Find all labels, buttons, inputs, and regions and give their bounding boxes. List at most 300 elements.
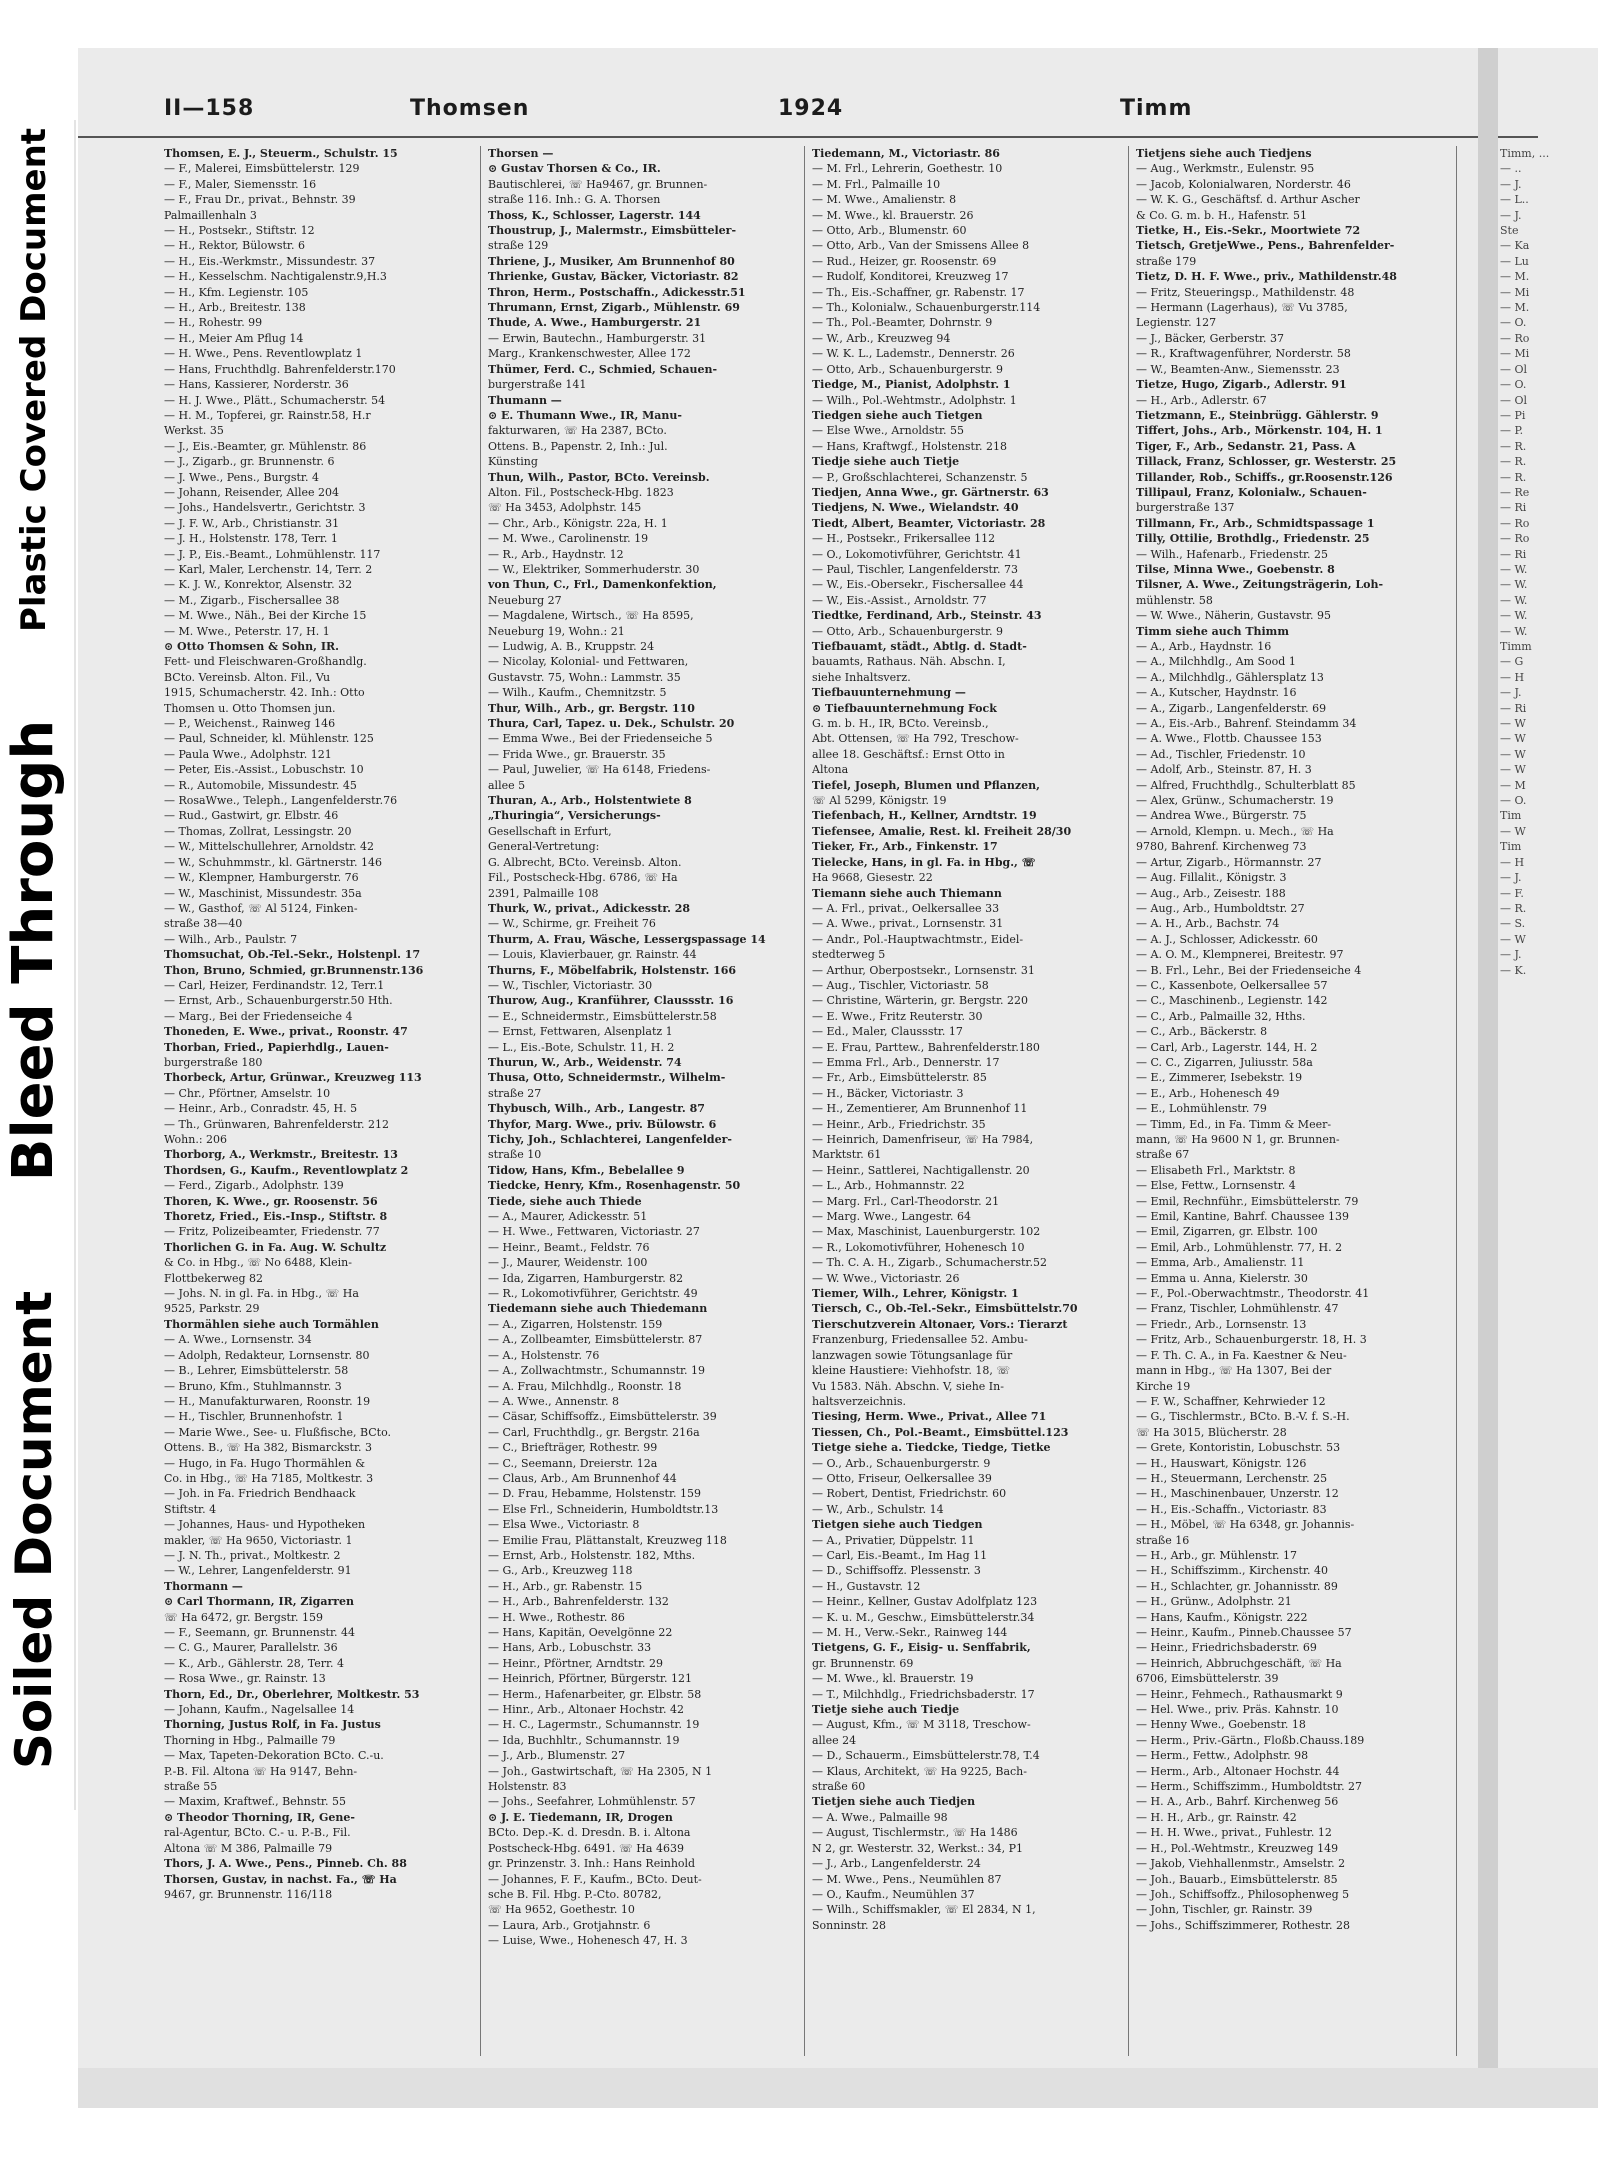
directory-entry: Tiedcke, Henry, Kfm., Rosenhagenstr. 50 <box>488 1179 741 1193</box>
directory-entry: — Rud., Gastwirt, gr. Elbstr. 46 <box>164 809 339 823</box>
directory-entry: Fett- und Fleischwaren-Großhandlg. <box>164 655 367 669</box>
directory-entry: — Ludwig, A. B., Kruppstr. 24 <box>488 640 655 653</box>
directory-entry: — Aug., Arb., Humboldtstr. 27 <box>1136 901 1305 915</box>
directory-entry: Tiger, F., Arb., Sedanstr. 21, Pass. A <box>1136 439 1356 453</box>
fragment-entry: — J. <box>1500 686 1522 700</box>
directory-entry: — H. J. Wwe., Plätt., Schumacherstr. 54 <box>164 393 386 407</box>
directory-entry: bauamts, Rathaus. Näh. Abschn. I, <box>812 655 1006 669</box>
directory-entry: — Klaus, Architekt, ☏ Ha 9225, Bach- <box>812 1764 1027 1778</box>
directory-entry: straße 55 <box>164 1780 218 1794</box>
directory-entry: Thorning in Hbg., Palmaille 79 <box>164 1733 336 1747</box>
directory-entry: — A., Eis.-Arb., Bahrenf. Steindamm 34 <box>1136 717 1357 731</box>
side-label-text-2: Bleed Through <box>1 719 67 1181</box>
directory-entry: — A., Zollwachtmstr., Schumannstr. 19 <box>488 1364 706 1378</box>
directory-entry: — Adolph, Redakteur, Lornsenstr. 80 <box>164 1348 370 1362</box>
fragment-entry: — Mi <box>1500 347 1530 361</box>
fragment-entry: Ste <box>1500 224 1519 238</box>
directory-entry: fakturwaren, ☏ Ha 2387, BCto. <box>488 424 667 438</box>
directory-entry: — August, Kfm., ☏ M 3118, Treschow- <box>812 1718 1031 1732</box>
directory-entry: Künsting <box>488 455 538 469</box>
directory-entry: Thuran, A., Arb., Holstentwiete 8 <box>488 794 692 808</box>
directory-entry: — A., Zollbeamter, Eimsbüttelerstr. 87 <box>488 1333 703 1347</box>
directory-entry: ⊙ Tiefbauunternehmung Fock <box>812 701 997 715</box>
directory-entry: Thomsen, E. J., Steuerm., Schulstr. 15 <box>164 147 398 160</box>
directory-entry: — H., Gustavstr. 12 <box>812 1579 921 1593</box>
directory-entry: — H., Meier Am Pflug 14 <box>164 331 304 345</box>
directory-entry: — Heinrich, Pförtner, Bürgerstr. 121 <box>488 1672 692 1686</box>
directory-entry: — A. H., Arb., Bachstr. 74 <box>1136 917 1280 931</box>
directory-entry: — H., Schlachter, gr. Johannisstr. 89 <box>1136 1579 1338 1593</box>
directory-entry: — Otto, Arb., Van der Smissens Allee 8 <box>812 239 1030 253</box>
directory-entry: — Ida, Zigarren, Hamburgerstr. 82 <box>488 1271 684 1285</box>
directory-entry: Thorban, Fried., Papierhdlg., Lauen- <box>164 1040 389 1054</box>
fragment-entry: — W. <box>1500 609 1528 623</box>
directory-entry: — W., Arb., Kreuzweg 94 <box>812 331 951 345</box>
directory-entry: — M. Wwe., Pens., Neumühlen 87 <box>812 1872 1002 1886</box>
directory-entry: — Joh., Bauarb., Eimsbüttelerstr. 85 <box>1136 1872 1338 1886</box>
directory-entry: Tiersch, C., Ob.-Tel.-Sekr., Eimsbüttelstr.70 <box>812 1302 1078 1316</box>
directory-entry: — Claus, Arb., Am Brunnenhof 44 <box>488 1471 677 1485</box>
directory-entry: — Ernst, Arb., Holstenstr. 182, Mths. <box>488 1548 696 1562</box>
directory-entry: — E. Frau, Parttew., Bahrenfelderstr.180 <box>812 1040 1040 1054</box>
directory-entry: — C., Arb., Palmaille 32, Hths. <box>1136 1009 1306 1023</box>
directory-entry: — Henny Wwe., Goebenstr. 18 <box>1136 1718 1306 1732</box>
directory-entry: Tietgens, G. F., Eisig- u. Senffabrik, <box>812 1641 1031 1655</box>
directory-entry: — Aug., Arb., Zeisestr. 188 <box>1136 886 1286 900</box>
fragment-entry: — L.. <box>1500 193 1529 207</box>
directory-entry: — J., Arb., Langenfelderstr. 24 <box>812 1857 981 1871</box>
directory-entry: — Paul, Schneider, kl. Mühlenstr. 125 <box>164 732 374 746</box>
directory-entry: — Franz, Tischler, Lohmühlenstr. 47 <box>1136 1302 1339 1316</box>
directory-entry: makler, ☏ Ha 9650, Victoriastr. 1 <box>164 1533 353 1547</box>
directory-entry: — Peter, Eis.-Assist., Lobuschstr. 10 <box>164 763 364 777</box>
directory-entry: Thormann — <box>164 1579 243 1593</box>
directory-entry: ⊙ J. E. Tiedemann, IR, Drogen <box>488 1810 673 1824</box>
directory-entry: — Otto, Arb., Blumenstr. 60 <box>812 224 967 238</box>
directory-entry: — Johannes, Haus- und Hypotheken <box>164 1518 366 1532</box>
directory-entry: Tilse, Minna Wwe., Goebenstr. 8 <box>1136 562 1335 576</box>
directory-entry: Thors, J. A. Wwe., Pens., Pinneb. Ch. 88 <box>164 1857 407 1871</box>
directory-entry: — H., Arb., gr. Rabenstr. 15 <box>488 1579 643 1593</box>
directory-entry: — H., Eis.-Werkmstr., Missundestr. 37 <box>164 254 376 268</box>
directory-entry: — W., Elektriker, Sommerhuderstr. 30 <box>488 562 700 576</box>
directory-entry: — H., Kfm. Legienstr. 105 <box>164 285 309 299</box>
directory-entry: — H. Wwe., Pens. Reventlowplatz 1 <box>164 347 363 361</box>
directory-entry: — R., Lokomotivführer, Gerichtstr. 49 <box>488 1287 698 1301</box>
directory-entry: — K. J. W., Konrektor, Alsenstr. 32 <box>164 578 353 592</box>
directory-entry: Thurun, W., Arb., Weidenstr. 74 <box>488 1055 682 1069</box>
directory-entry: — H. C., Lagermstr., Schumannstr. 19 <box>488 1718 700 1732</box>
directory-entry: Marktstr. 61 <box>812 1148 882 1162</box>
directory-entry: — Heinr., Kaufm., Pinneb.Chaussee 57 <box>1136 1626 1352 1639</box>
directory-entry: straße 179 <box>1136 254 1197 268</box>
directory-entry: — M. H., Verw.-Sekr., Rainweg 144 <box>812 1626 1008 1639</box>
directory-entry: 1915, Schumacherstr. 42. Inh.: Otto <box>164 686 365 700</box>
directory-entry: siehe Inhaltsverz. <box>812 670 911 684</box>
directory-entry: — Herm., Schiffszimm., Humboldtstr. 27 <box>1136 1780 1363 1794</box>
page-number: II—158 <box>164 96 255 121</box>
directory-entry: — F., Frau Dr., privat., Behnstr. 39 <box>164 193 356 207</box>
directory-entry: Legienstr. 127 <box>1136 316 1217 330</box>
directory-entry: — Herm., Priv.-Gärtn., Floßb.Chauss.189 <box>1136 1733 1365 1747</box>
directory-entry: Thoneden, E. Wwe., privat., Roonstr. 47 <box>164 1025 408 1039</box>
directory-entry: burgerstraße 180 <box>164 1055 263 1069</box>
directory-entry: Thorn, Ed., Dr., Oberlehrer, Moltkestr. 53 <box>164 1687 420 1701</box>
directory-entry: BCto. Vereinsb. Alton. Fil., Vu <box>164 670 331 684</box>
directory-entry: ☏ Ha 3453, Adolphstr. 145 <box>488 501 642 515</box>
directory-entry: G. m. b. H., IR, BCto. Vereinsb., <box>812 717 989 731</box>
directory-entry: — Heinr., Beamt., Feldstr. 76 <box>488 1240 650 1254</box>
directory-entry: — E., Lohmühlenstr. 79 <box>1136 1102 1267 1116</box>
fragment-entry: — Ka <box>1500 239 1530 253</box>
directory-entry: 2391, Palmaille 108 <box>488 886 599 900</box>
directory-entry: — Marg. Wwe., Langestr. 64 <box>812 1210 971 1224</box>
directory-entry: Gesellschaft in Erfurt, <box>488 824 612 838</box>
directory-entry: Thurm, A. Frau, Wäsche, Lessergspassage 14 <box>488 932 766 946</box>
directory-entry: — H., Rektor, Bülowstr. 6 <box>164 239 305 253</box>
fragment-entry: — J. <box>1500 177 1522 191</box>
directory-column-2 <box>488 146 798 2066</box>
directory-entry: Tiede, siehe auch Thiede <box>488 1194 642 1208</box>
directory-entry: Tillmann, Fr., Arb., Schmidtspassage 1 <box>1136 516 1375 530</box>
directory-entry: — F., Malerei, Eimsbüttelerstr. 129 <box>164 162 360 176</box>
directory-entry: — O., Kaufm., Neumühlen 37 <box>812 1887 975 1901</box>
directory-entry: — W., Eis.-Assist., Arnoldstr. 77 <box>812 593 987 607</box>
directory-entry: Thumann — <box>488 393 562 407</box>
directory-entry: — Johann, Kaufm., Nagelsallee 14 <box>164 1703 355 1717</box>
directory-entry: Thude, A. Wwe., Hamburgerstr. 21 <box>488 316 702 330</box>
directory-entry: straße 38—40 <box>164 917 243 931</box>
directory-entry: — H., Arb., Adlerstr. 67 <box>1136 393 1267 407</box>
directory-entry: — Ernst, Arb., Schauenburgerstr.50 Hth. <box>164 994 393 1008</box>
directory-entry: — H. A., Arb., Bahrf. Kirchenweg 56 <box>1136 1795 1339 1809</box>
directory-entry: Tiedjen, Anna Wwe., gr. Gärtnerstr. 63 <box>812 485 1049 499</box>
fragment-entry: — R. <box>1500 439 1527 453</box>
directory-entry: ⊙ Otto Thomsen & Sohn, IR. <box>164 640 339 653</box>
directory-entry: — H., Arb., Breitestr. 138 <box>164 301 306 315</box>
fragment-entry: — Ri <box>1500 501 1527 515</box>
directory-entry: Thurns, F., Möbelfabrik, Holstenstr. 166 <box>488 963 737 977</box>
directory-entry: — Johs., Handelsvertr., Gerichtstr. 3 <box>164 501 366 515</box>
directory-entry: — M., Zigarb., Fischersallee 38 <box>164 593 340 607</box>
directory-entry: ⊙ Gustav Thorsen & Co., IR. <box>488 162 661 176</box>
directory-entry: Ottens. B., ☏ Ha 382, Bismarckstr. 3 <box>164 1441 372 1455</box>
directory-entry: — P., Weichenst., Rainweg 146 <box>164 717 336 731</box>
directory-entry: — Hans, Kapitän, Oevelgönne 22 <box>488 1626 673 1639</box>
directory-entry: straße 27 <box>488 1086 542 1100</box>
directory-entry: Tietjen siehe auch Tiedjen <box>812 1795 976 1809</box>
directory-entry: — Th. C. A. H., Zigarb., Schumacherstr.52 <box>812 1256 1047 1270</box>
directory-entry: — Heinr., Sattlerei, Nachtigallenstr. 20 <box>812 1163 1030 1177</box>
directory-entry: — F., Pol.-Oberwachtmstr., Theodorstr. 41 <box>1136 1287 1370 1301</box>
fragment-entry: — W. <box>1500 593 1528 607</box>
directory-entry: — M. Wwe., Carolinenstr. 19 <box>488 532 649 546</box>
directory-entry: — W., Lehrer, Langenfelderstr. 91 <box>164 1564 352 1578</box>
fragment-entry: — Ri <box>1500 701 1527 715</box>
fragment-entry: — O. <box>1500 316 1527 330</box>
directory-entry: — A., Maurer, Adickesstr. 51 <box>488 1210 648 1224</box>
directory-entry: Tietke, H., Eis.-Sekr., Moortwiete 72 <box>1136 224 1361 238</box>
fragment-entry: — M. <box>1500 301 1530 315</box>
directory-entry: — M. Wwe., Peterstr. 17, H. 1 <box>164 624 330 638</box>
directory-entry: — Ferd., Zigarb., Adolphstr. 139 <box>164 1179 344 1193</box>
directory-entry: — J., Maurer, Weidenstr. 100 <box>488 1256 648 1270</box>
directory-entry: — Luise, Wwe., Hohenesch 47, H. 3 <box>488 1934 688 1948</box>
directory-entry: Stiftstr. 4 <box>164 1502 217 1516</box>
directory-entry: — D., Schauerm., Eimsbüttelerstr.78, T.4 <box>812 1749 1040 1763</box>
directory-entry: — W. Wwe., Näherin, Gustavstr. 95 <box>1136 609 1332 623</box>
directory-entry: — W., Schirme, gr. Freiheit 76 <box>488 917 656 931</box>
directory-entry: — A. Wwe., Annenstr. 8 <box>488 1394 619 1408</box>
directory-entry: Thorning, Justus Rolf, in Fa. Justus <box>164 1718 381 1732</box>
directory-entry: — Otto, Friseur, Oelkersallee 39 <box>812 1471 992 1485</box>
directory-entry: — Fritz, Polizeibeamter, Friedenstr. 77 <box>164 1225 380 1239</box>
directory-entry: Thrienke, Gustav, Bäcker, Victoriastr. 82 <box>488 270 739 284</box>
directory-entry: Palmaillenhaln 3 <box>164 208 257 222</box>
directory-entry: stedterweg 5 <box>812 948 886 962</box>
directory-entry: — C., Kassenbote, Oelkersallee 57 <box>1136 978 1328 992</box>
directory-entry: Alton. Fil., Postscheck-Hbg. 1823 <box>488 485 674 499</box>
directory-entry: Gustavstr. 75, Wohn.: Lammstr. 35 <box>488 670 681 684</box>
directory-entry: Tietjens siehe auch Tiedjens <box>1136 147 1312 160</box>
fragment-entry: — J. <box>1500 208 1522 222</box>
directory-entry: ☏ Al 5299, Königstr. 19 <box>812 794 947 808</box>
directory-entry: — E., Arb., Hohenesch 49 <box>1136 1086 1280 1100</box>
directory-entry: — O., Arb., Schauenburgerstr. 9 <box>812 1456 991 1470</box>
directory-entry: gr. Brunnenstr. 69 <box>812 1656 914 1670</box>
directory-column-4 <box>1136 146 1446 2066</box>
directory-entry: — R., Kraftwagenführer, Norderstr. 58 <box>1136 347 1351 361</box>
directory-entry: kleine Haustiere: Viehhofstr. 18, ☏ <box>812 1364 1011 1378</box>
directory-column-1 <box>164 146 474 2066</box>
directory-entry: — Herm., Hafenarbeiter, gr. Elbstr. 58 <box>488 1687 702 1701</box>
directory-entry: — W., Gasthof, ☏ Al 5124, Finken- <box>164 901 358 915</box>
page-gutter <box>1478 48 1498 2108</box>
directory-entry: Tiedt, Albert, Beamter, Victoriastr. 28 <box>812 516 1046 530</box>
fragment-entry: — R. <box>1500 470 1527 484</box>
directory-entry: — E. Wwe., Fritz Reuterstr. 30 <box>812 1009 983 1023</box>
directory-entry: — C., Maschinenb., Legienstr. 142 <box>1136 994 1328 1008</box>
directory-entry: — Nicolay, Kolonial- und Fettwaren, <box>488 655 689 669</box>
directory-entry: — W. K. L., Lademstr., Dennerstr. 26 <box>812 347 1015 361</box>
directory-entry: — C., Arb., Bäckerstr. 8 <box>1136 1025 1268 1039</box>
fragment-entry: — Ol <box>1500 362 1528 376</box>
directory-entry: ☏ Ha 6472, gr. Bergstr. 159 <box>164 1610 323 1624</box>
fragment-entry: Tim <box>1500 809 1522 823</box>
directory-entry: Tilly, Ottilie, Brothdlg., Friedenstr. 25 <box>1136 532 1370 546</box>
directory-entry: — C. C., Zigarren, Juliusstr. 58a <box>1136 1055 1313 1069</box>
directory-entry: Neueburg 19, Wohn.: 21 <box>488 624 625 638</box>
directory-entry: — Erwin, Bautechn., Hamburgerstr. 31 <box>488 331 707 345</box>
directory-entry: 9780, Bahrenf. Kirchenweg 73 <box>1136 840 1307 854</box>
directory-entry: ☏ Ha 9652, Goethestr. 10 <box>488 1903 635 1917</box>
fragment-entry: — Mi <box>1500 285 1530 299</box>
directory-entry: Tichy, Joh., Schlachterei, Langenfelder- <box>488 1133 732 1146</box>
directory-entry: — W., Maschinist, Missundestr. 35a <box>164 886 362 900</box>
directory-entry: — Wilh., Arb., Paulstr. 7 <box>164 932 298 946</box>
directory-entry: — Elsa Wwe., Victoriastr. 8 <box>488 1518 640 1532</box>
directory-entry: straße 10 <box>488 1148 542 1162</box>
directory-entry: — Rud., Heizer, gr. Roosenstr. 69 <box>812 254 997 268</box>
directory-column-3 <box>812 146 1122 2066</box>
directory-entry: — Carl, Eis.-Beamt., Im Hag 11 <box>812 1548 988 1562</box>
directory-entry: — Joh., Gastwirtschaft, ☏ Ha 2305, N 1 <box>488 1764 713 1778</box>
directory-entry: — Chr., Arb., Königstr. 22a, H. 1 <box>488 516 668 530</box>
directory-entry: — Heinr., Arb., Friedrichstr. 35 <box>812 1117 986 1131</box>
directory-entry: — H. Wwe., Rothestr. 86 <box>488 1610 625 1624</box>
directory-entry: — Magdalene, Wirtsch., ☏ Ha 8595, <box>488 609 694 623</box>
directory-entry: & Co. in Hbg., ☏ No 6488, Klein- <box>164 1256 352 1270</box>
directory-entry: — C. G., Maurer, Parallelstr. 36 <box>164 1641 338 1655</box>
directory-entry: — W., Mittelschullehrer, Arnoldstr. 42 <box>164 840 375 854</box>
directory-entry: — Heinr., Pförtner, Arndtstr. 29 <box>488 1656 664 1670</box>
header-last-name: Timm <box>1120 96 1193 121</box>
directory-entry: — Herm., Fettw., Adolphstr. 98 <box>1136 1749 1309 1763</box>
directory-entry: — H. M., Topferei, gr. Rainstr.58, H.r <box>164 408 371 422</box>
directory-entry: Ha 9668, Giesestr. 22 <box>812 871 933 885</box>
fragment-entry: — W <box>1500 747 1526 761</box>
directory-entry: — Heinr., Fehmech., Rathausmarkt 9 <box>1136 1687 1343 1701</box>
directory-entry: Thomsen u. Otto Thomsen jun. <box>164 701 336 715</box>
directory-entry: — Emma Frl., Arb., Dennerstr. 17 <box>812 1055 1000 1069</box>
directory-entry: Tiefbauunternehmung — <box>812 686 966 700</box>
directory-entry: Tidow, Hans, Kfm., Bebelallee 9 <box>488 1163 685 1177</box>
directory-entry: — Emil, Kantine, Bahrf. Chaussee 139 <box>1136 1210 1349 1224</box>
side-label-soiled-document <box>0 1250 68 1810</box>
directory-entry: — Wilh., Kaufm., Chemnitzstr. 5 <box>488 686 667 700</box>
directory-entry: Bautischlerei, ☏ Ha9467, gr. Brunnen- <box>488 177 708 191</box>
directory-entry: mann, ☏ Ha 9600 N 1, gr. Brunnen- <box>1136 1133 1340 1146</box>
header-year: 1924 <box>778 96 844 121</box>
directory-entry: — P., Großschlachterei, Schanzenstr. 5 <box>812 470 1028 484</box>
directory-entry: Tierschutzverein Altonaer, Vors.: Tierarzt <box>812 1317 1068 1331</box>
directory-entry: — Chr., Pförtner, Amselstr. 10 <box>164 1086 331 1100</box>
directory-entry: Thormählen siehe auch Tormählen <box>164 1317 379 1331</box>
directory-entry: — H. H. Wwe., privat., Fuhlestr. 12 <box>1136 1826 1332 1840</box>
directory-entry: — Hans, Arb., Lobuschstr. 33 <box>488 1641 652 1655</box>
directory-entry: — Johannes, F. F., Kaufm., BCto. Deut- <box>488 1872 702 1886</box>
directory-entry: Thusa, Otto, Schneidermstr., Wilhelm- <box>488 1071 726 1085</box>
directory-entry: — H., Postsekr., Stiftstr. 12 <box>164 224 315 238</box>
directory-entry: gr. Prinzenstr. 3. Inh.: Hans Reinhold <box>488 1857 696 1871</box>
directory-entry: — Hermann (Lagerhaus), ☏ Vu 3785, <box>1136 301 1348 315</box>
directory-entry: — Carl, Heizer, Ferdinandstr. 12, Terr.1 <box>164 978 385 992</box>
directory-entry: — A. Wwe., privat., Lornsenstr. 31 <box>812 917 1004 931</box>
directory-entry: — Artur, Zigarb., Hörmannstr. 27 <box>1136 855 1322 869</box>
directory-entry: — A., Milchhdlg., Gählersplatz 13 <box>1136 670 1324 684</box>
directory-entry: — Emil, Arb., Lohmühlenstr. 77, H. 2 <box>1136 1240 1343 1254</box>
directory-entry: Thoren, K. Wwe., gr. Roosenstr. 56 <box>164 1194 378 1208</box>
directory-entry: — M. Wwe., Näh., Bei der Kirche 15 <box>164 609 367 623</box>
directory-entry: — Emil, Zigarren, gr. Elbstr. 100 <box>1136 1225 1318 1239</box>
directory-entry: — R., Arb., Haydnstr. 12 <box>488 547 624 561</box>
directory-entry: — A. O. M., Klempnerei, Breitestr. 97 <box>1136 948 1344 962</box>
directory-entry: Tieker, Fr., Arb., Finkenstr. 17 <box>812 840 998 854</box>
directory-entry: Tietz, D. H. F. Wwe., priv., Mathildenstr.48 <box>1136 270 1397 284</box>
directory-entry: Tiedtke, Ferdinand, Arb., Steinstr. 43 <box>812 609 1042 623</box>
directory-entry: — Karl, Maler, Lerchenstr. 14, Terr. 2 <box>164 562 373 576</box>
next-page-fragment <box>1500 146 1596 978</box>
directory-entry: — M. Frl., Palmaille 10 <box>812 177 941 191</box>
directory-entry: — Cäsar, Schiffsoffz., Eimsbüttelerstr. 39 <box>488 1410 717 1424</box>
directory-entry: Fil., Postscheck-Hbg. 6786, ☏ Ha <box>488 871 678 885</box>
fragment-entry: — Ri <box>1500 547 1527 561</box>
directory-entry: — O., Lokomotivführer, Gerichtstr. 41 <box>812 547 1022 561</box>
directory-entry: — A., Kutscher, Haydnstr. 16 <box>1136 686 1297 700</box>
directory-entry: — Alex, Grünw., Schumacherstr. 19 <box>1136 794 1334 808</box>
directory-entry: straße 116. Inh.: G. A. Thorsen <box>488 193 661 207</box>
directory-entry: Thorborg, A., Werkmstr., Breitestr. 13 <box>164 1148 398 1162</box>
directory-entry: — W., Tischler, Victoriastr. 30 <box>488 978 653 992</box>
fragment-entry: — P. <box>1500 424 1524 438</box>
directory-entry: — A. Wwe., Lornsenstr. 34 <box>164 1333 312 1347</box>
directory-entry: — C., Briefträger, Rothestr. 99 <box>488 1441 658 1455</box>
directory-entry: — Andr., Pol.-Hauptwachtmstr., Eidel- <box>812 932 1024 946</box>
directory-entry: allee 5 <box>488 778 526 792</box>
fragment-entry: — W <box>1500 932 1526 946</box>
directory-entry: — H., Hauswart, Königstr. 126 <box>1136 1456 1307 1470</box>
directory-entry: Tilsner, A. Wwe., Zeitungsträgerin, Loh- <box>1136 578 1384 592</box>
directory-page <box>78 48 1598 2108</box>
directory-entry: — Else Frl., Schneiderin, Humboldtstr.13 <box>488 1502 719 1516</box>
directory-entry: — Ernst, Fettwaren, Alsenplatz 1 <box>488 1025 673 1039</box>
directory-entry: — H., Arb., gr. Mühlenstr. 17 <box>1136 1548 1298 1562</box>
directory-entry: — F., Seemann, gr. Brunnenstr. 44 <box>164 1626 355 1639</box>
directory-entry: — Louis, Klavierbauer, gr. Rainstr. 44 <box>488 948 697 962</box>
directory-entry: Flottbekerweg 82 <box>164 1271 264 1285</box>
fragment-entry: — W. <box>1500 624 1528 638</box>
fragment-entry: Tim <box>1500 840 1522 854</box>
directory-entry: — Fritz, Arb., Schauenburgerstr. 18, H. 3 <box>1136 1333 1367 1347</box>
directory-entry: — Thomas, Zollrat, Lessingstr. 20 <box>164 824 352 838</box>
fragment-entry: — R. <box>1500 901 1527 915</box>
directory-entry: Thordsen, G., Kaufm., Reventlowplatz 2 <box>164 1163 409 1177</box>
fragment-entry: — M <box>1500 778 1526 792</box>
directory-entry: straße 16 <box>1136 1533 1190 1547</box>
directory-entry: — Heinr., Kellner, Gustav Adolfplatz 123 <box>812 1595 1038 1609</box>
directory-entry: — Maxim, Kraftwef., Behnstr. 55 <box>164 1795 346 1809</box>
directory-entry: General-Vertretung: <box>488 840 600 854</box>
directory-entry: — H., Schiffszimm., Kirchenstr. 40 <box>1136 1564 1328 1578</box>
header-first-name: Thomsen <box>410 96 530 121</box>
directory-entry: Tiefenbach, H., Kellner, Arndtstr. 19 <box>812 809 1037 823</box>
directory-entry: Abt. Ottensen, ☏ Ha 792, Treschow- <box>812 732 1019 746</box>
directory-entry: — Else, Fettw., Lornsenstr. 4 <box>1136 1179 1296 1193</box>
directory-entry: Thon, Bruno, Schmied, gr.Brunnenstr.136 <box>164 963 424 977</box>
directory-entry: — Carl, Arb., Lagerstr. 144, H. 2 <box>1136 1040 1318 1054</box>
directory-entry: — H., Möbel, ☏ Ha 6348, gr. Johannis- <box>1136 1518 1355 1532</box>
directory-entry: Tietsch, GretjeWwe., Pens., Bahrenfelder- <box>1136 239 1395 253</box>
column-rule <box>1128 146 1129 2056</box>
directory-entry: — H., Bäcker, Victoriastr. 3 <box>812 1086 964 1100</box>
directory-entry: straße 67 <box>1136 1148 1190 1162</box>
directory-entry: — J. H., Holstenstr. 178, Terr. 1 <box>164 532 338 546</box>
directory-entry: straße 60 <box>812 1780 866 1794</box>
directory-entry: Thorsen — <box>488 147 554 160</box>
directory-entry: — Joh. in Fa. Friedrich Bendhaack <box>164 1487 356 1501</box>
directory-entry: — Hinr., Arb., Altonaer Hochstr. 42 <box>488 1703 684 1717</box>
directory-entry: Tillack, Franz, Schlosser, gr. Westerstr. 25 <box>1136 455 1397 469</box>
column-rule <box>1456 146 1457 2056</box>
directory-entry: — H., Pol.-Wehtmstr., Kreuzweg 149 <box>1136 1841 1339 1855</box>
directory-entry: — H., Arb., Bahrenfelderstr. 132 <box>488 1595 669 1609</box>
fragment-entry: — H <box>1500 670 1525 684</box>
directory-entry: — Aug. Fillalit., Königstr. 3 <box>1136 871 1287 885</box>
directory-entry: — John, Tischler, gr. Rainstr. 39 <box>1136 1903 1313 1917</box>
directory-entry: — Otto, Arb., Schauenburgerstr. 9 <box>812 624 1004 638</box>
directory-entry: — A., Zigarb., Langenfelderstr. 69 <box>1136 701 1327 715</box>
directory-entry: Tielecke, Hans, in gl. Fa. in Hbg., ☏ <box>812 855 1036 869</box>
